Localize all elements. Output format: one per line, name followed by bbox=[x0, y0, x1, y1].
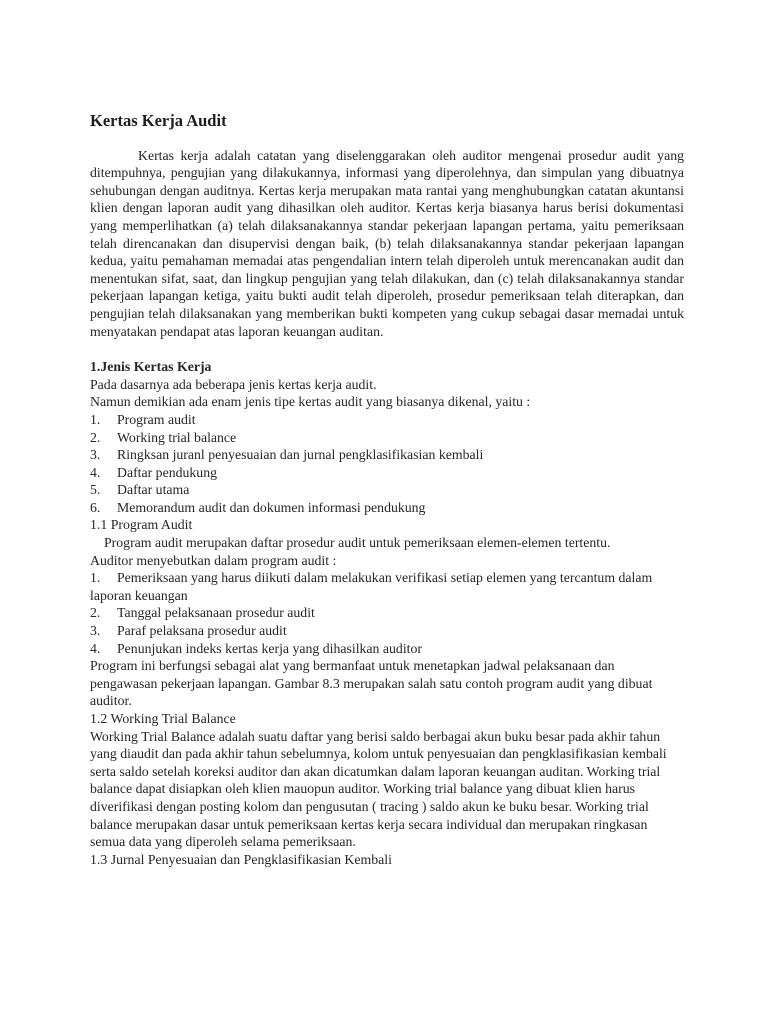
list-item bbox=[90, 464, 684, 482]
list-number: 3. bbox=[90, 623, 101, 639]
list-text: Daftar pendukung bbox=[117, 464, 217, 480]
list-item bbox=[90, 569, 684, 604]
list-text: Penunjukan indeks kertas kerja yang dihasilkan auditor bbox=[117, 640, 422, 656]
list-item bbox=[90, 499, 684, 517]
program-audit-lead: Auditor menyebutkan dalam program audit : bbox=[90, 552, 337, 568]
section1-line1: Pada dasarnya ada beberapa jenis kertas kerja audit. bbox=[90, 376, 377, 392]
program-audit-definition: Program audit merupakan daftar prosedur audit untuk pemeriksaan elemen-elemen tertentu. bbox=[104, 535, 611, 551]
list-number: 6. bbox=[90, 499, 101, 515]
list-text: Tanggal pelaksanaan prosedur audit bbox=[117, 605, 315, 621]
section1-line2: Namun demikian ada enam jenis tipe kertas audit yang biasanya dikenal, yaitu : bbox=[90, 394, 531, 410]
list-item bbox=[90, 429, 684, 447]
subsection-heading-jurnal-penyesuaian: 1.3 Jurnal Penyesuaian dan Pengklasifikasian Kembali bbox=[90, 851, 392, 867]
list-number: 1. bbox=[90, 411, 101, 427]
list-number: 4. bbox=[90, 640, 101, 656]
list-number: 3. bbox=[90, 447, 101, 463]
list-text: Program audit bbox=[117, 411, 196, 427]
list-text: Working trial balance bbox=[117, 429, 237, 445]
list-item bbox=[90, 481, 684, 499]
subsection-heading-program-audit: 1.1 Program Audit bbox=[90, 517, 193, 533]
list-number: 5. bbox=[90, 482, 101, 498]
section-heading-jenis-kertas-kerja: 1.Jenis Kertas Kerja bbox=[90, 359, 212, 375]
list-text: Ringksan juranl penyesuaian dan jurnal pengklasifikasian kembali bbox=[117, 447, 484, 463]
list-number: 2. bbox=[90, 605, 101, 621]
working-trial-balance-paragraph: Working Trial Balance adalah suatu daftar yang berisi saldo berbagai akun buku besar pada akhir tahun yang diaudit dan pada akhir tahun sebelumnya, kolom untuk penyesuaian dan pengklasifikasian kembali serta saldo setelah koreksi auditor dan akan dicatumkan dalam laporan keuangan auditan. Working trial balance dapat disiapkan oleh klien mauopun auditor. Working trial balance yang dibuat klien harus diverifikasi dengan posting kolom dan pengusutan ( tracing ) saldo akun ke buku besar. Working trial balance merupakan dasar untuk pemeriksaan kertas kerja secara individual dan merupakan ringkasan semua data yang diperoleh selama pemeriksaan. bbox=[90, 728, 667, 850]
types-list bbox=[90, 411, 684, 517]
list-text: Paraf pelaksana prosedur audit bbox=[117, 623, 287, 639]
list-item bbox=[90, 622, 684, 640]
list-item bbox=[90, 446, 684, 464]
list-number: 2. bbox=[90, 429, 101, 445]
list-number: 1. bbox=[90, 570, 101, 586]
list-text: Pemeriksaan yang harus diikuti dalam melakukan verifikasi setiap elemen yang tercantum dalam laporan keuangan bbox=[90, 570, 653, 603]
list-number: 4. bbox=[90, 464, 101, 480]
subsection-heading-working-trial-balance: 1.2 Working Trial Balance bbox=[90, 711, 236, 726]
document-title: Kertas Kerja Audit bbox=[90, 111, 227, 130]
intro-paragraph: Kertas kerja adalah catatan yang diselenggarakan oleh auditor mengenai prosedur audit yang ditempuhnya, pengujian yang dilakukannya, informasi yang diperolehnya, dan simpulan yang dibuatnya sehubungan dengan auditnya. Kertas kerja merupakan mata rantai yang menghubungkan catatan akuntansi klien dengan laporan audit yang dihasilkan oleh auditor. Kertas kerja biasanya harus berisi dokumentasi yang memperlihatkan (a) telah dilaksanakannya standar pekerjaan lapangan pertama, yaitu pemeriksaan telah direncanakan dan disupervisi dengan baik, (b) telah dilaksanakannya standar pekerjaan lapangan kedua, yaitu pemahaman memadai atas pengendalian intern telah diperoleh untuk merencanakan audit dan menentukan sifat, saat, dan lingkup pengujian yang telah dilakukan, dan (c) telah dilaksanakannya standar pekerjaan lapangan ketiga, yaitu bukti audit telah diperoleh, prosedur pemeriksaan telah diterapkan, dan pengujian telah dilaksanakan yang memberikan bukti kompeten yang cukup sebagai dasar memadai untuk menyatakan pendapat atas laporan keuangan auditan. bbox=[90, 147, 684, 339]
list-text: Memorandum audit dan dokumen informasi pendukung bbox=[117, 499, 426, 515]
list-item bbox=[90, 604, 684, 622]
list-item bbox=[90, 640, 684, 658]
program-audit-closing: Program ini berfungsi sebagai alat yang bermanfaat untuk menetapkan jadwal pelaksanaan dan pengawasan pekerjaan lapangan. Gambar 8.3 merupakan salah satu contoh program audit yang dibuat auditor. bbox=[90, 658, 653, 709]
list-text: Daftar utama bbox=[117, 482, 190, 498]
program-audit-list bbox=[90, 569, 684, 657]
list-item bbox=[90, 411, 684, 429]
